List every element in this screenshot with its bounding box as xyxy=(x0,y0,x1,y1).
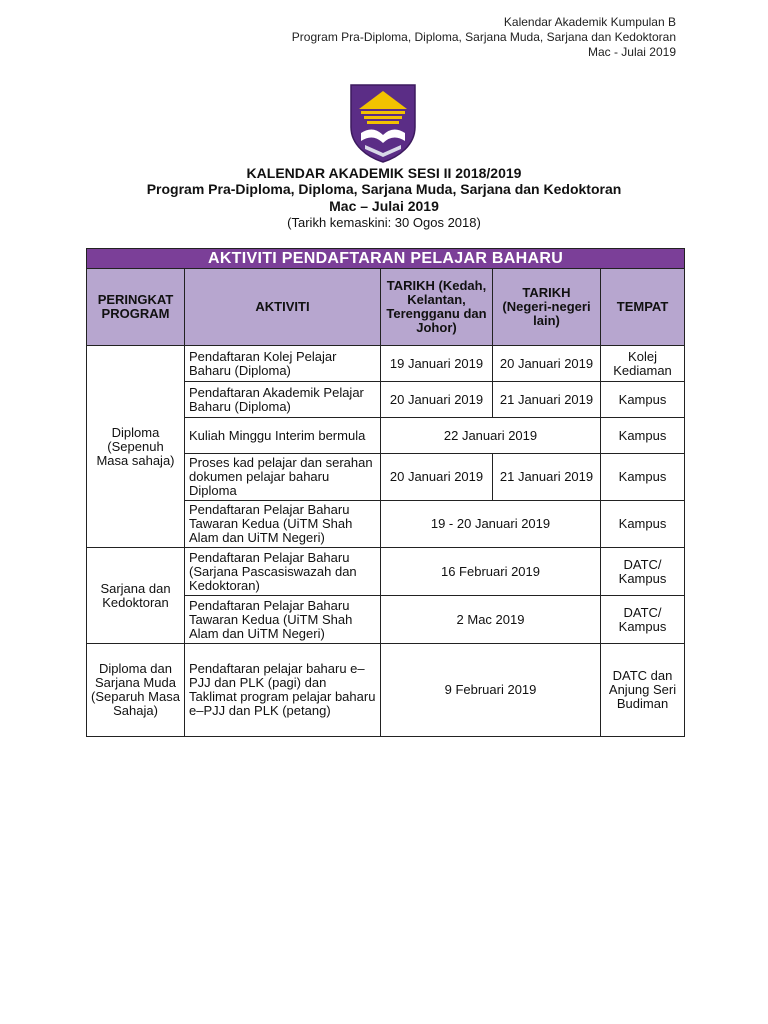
row-tempat: DATC dan Anjung Seri Budiman xyxy=(601,644,685,737)
row-tempat: Kampus xyxy=(601,454,685,501)
row-aktiviti: Pendaftaran Pelajar Baharu Tawaran Kedua (UiTM Shah Alam dan UiTM Negeri) xyxy=(185,501,381,548)
row-aktiviti: Proses kad pelajar dan serahan dokumen pelajar baharu Diploma xyxy=(185,454,381,501)
header-line-2: Program Pra-Diploma, Diploma, Sarjana Muda, Sarjana dan Kedoktoran xyxy=(291,30,676,44)
group-pjj: Diploma dan Sarjana Muda (Separuh Masa Sahaja) xyxy=(87,644,185,737)
row-tarikh: 16 Februari 2019 xyxy=(381,548,601,596)
row-tarikh-2: 21 Januari 2019 xyxy=(493,454,601,501)
row-tempat: Kampus xyxy=(601,501,685,548)
row-aktiviti: Kuliah Minggu Interim bermula xyxy=(185,418,381,454)
row-tarikh: 9 Februari 2019 xyxy=(381,644,601,737)
row-tempat: Kampus xyxy=(601,418,685,454)
row-tarikh-1: 19 Januari 2019 xyxy=(381,346,493,382)
row-tarikh-2: 20 Januari 2019 xyxy=(493,346,601,382)
title-period: Mac – Julai 2019 xyxy=(329,198,439,214)
header-line-1: Kalendar Akademik Kumpulan B xyxy=(503,15,676,29)
row-tarikh: 19 - 20 Januari 2019 xyxy=(381,501,601,548)
title-main: KALENDAR AKADEMIK SESI II 2018/2019 xyxy=(246,165,522,181)
row-tempat: Kolej Kediaman xyxy=(601,346,685,382)
row-tempat: DATC/ Kampus xyxy=(601,548,685,596)
table-banner: AKTIVITI PENDAFTARAN PELAJAR BAHARU xyxy=(87,249,685,269)
header-tarikh-1: TARIKH (Kedah, Kelantan, Terengganu dan Johor) xyxy=(381,269,493,346)
group-diploma: Diploma (Sepenuh Masa sahaja) xyxy=(87,346,185,548)
group-sarjana: Sarjana dan Kedoktoran xyxy=(87,548,185,644)
registration-table xyxy=(86,248,685,737)
row-tempat: Kampus xyxy=(601,382,685,418)
row-aktiviti: Pendaftaran Pelajar Baharu (Sarjana Pascasiswazah dan Kedoktoran) xyxy=(185,548,381,596)
row-tarikh-1: 20 Januari 2019 xyxy=(381,382,493,418)
uitm-crest-logo xyxy=(347,83,419,163)
header-tempat: TEMPAT xyxy=(601,269,685,346)
row-tarikh: 22 Januari 2019 xyxy=(381,418,601,454)
row-tarikh-1: 20 Januari 2019 xyxy=(381,454,493,501)
row-aktiviti: Pendaftaran Kolej Pelajar Baharu (Diploma) xyxy=(185,346,381,382)
table-row xyxy=(87,346,685,382)
row-tempat: DATC/ Kampus xyxy=(601,596,685,644)
table-row xyxy=(87,548,685,596)
document-titles xyxy=(0,165,768,231)
header-aktiviti: AKTIVITI xyxy=(185,269,381,346)
table-row xyxy=(87,644,685,737)
row-tarikh: 2 Mac 2019 xyxy=(381,596,601,644)
header-program: PERINGKAT PROGRAM xyxy=(87,269,185,346)
row-aktiviti: Pendaftaran pelajar baharu e–PJJ dan PLK (pagi) dan Taklimat program pelajar baharu e–PJJ dan PLK (petang) xyxy=(185,644,381,737)
title-updated: (Tarikh kemaskini: 30 Ogos 2018) xyxy=(287,215,481,230)
table-header-row xyxy=(87,269,685,346)
row-aktiviti: Pendaftaran Pelajar Baharu Tawaran Kedua (UiTM Shah Alam dan UiTM Negeri) xyxy=(185,596,381,644)
document-header xyxy=(292,15,676,60)
title-programs: Program Pra-Diploma, Diploma, Sarjana Muda, Sarjana dan Kedoktoran xyxy=(146,181,622,197)
header-tarikh-2: TARIKH (Negeri-negeri lain) xyxy=(493,269,601,346)
row-tarikh-2: 21 Januari 2019 xyxy=(493,382,601,418)
row-aktiviti: Pendaftaran Akademik Pelajar Baharu (Diploma) xyxy=(185,382,381,418)
header-line-3: Mac - Julai 2019 xyxy=(587,45,676,59)
